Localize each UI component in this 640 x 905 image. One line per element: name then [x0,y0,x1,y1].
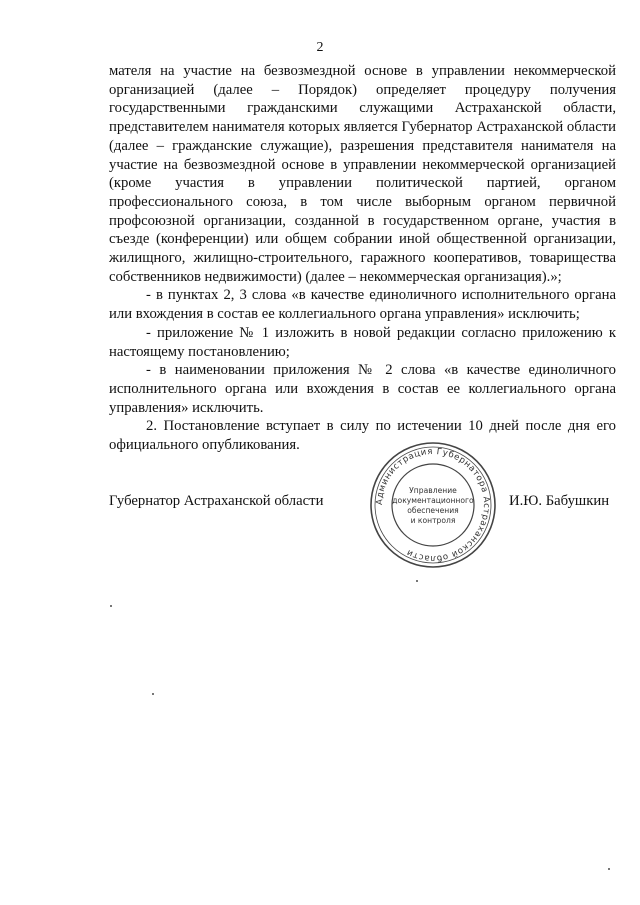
scan-speck [152,693,154,695]
seal-center-line-3: обеспечения [407,506,459,515]
paragraph-item-points: - в пунктах 2, 3 слова «в качестве единоличного исполнительного органа или вхождения в состав ее коллегиального органа управления» исключить; [109,287,616,323]
scan-speck [110,605,112,607]
paragraph-item-appendix-2: - в наименовании приложения № 2 слова «в качестве единоличного исполнительного органа или вхождения в состав ее коллегиального органа управления» исключить. [109,362,616,416]
page-number: 2 [316,40,324,55]
paragraph-item-appendix-1: - приложение № 1 изложить в новой редакции согласно приложению к настоящему постановлению; [109,324,616,360]
document-body [109,62,616,455]
scan-speck [608,868,610,870]
signatory-name: И.Ю. Бабушкин [509,493,610,509]
signature-block [109,493,616,513]
seal-center-line-1: Управление [409,486,457,495]
scan-speck [416,580,418,582]
seal-ring-text: Администрация Губернатора Астраханской области [374,446,492,564]
seal-center-line-4: и контроля [410,516,456,525]
paragraph-effective-date: 2. Постановление вступает в силу по истечении 10 дней после дня его официального опубликования. [109,418,616,454]
seal-center-line-2: документационного [392,496,474,505]
seal-graphic [368,440,498,570]
paragraph-continuation: мателя на участие на безвозмездной основе в управлении некоммерческой организацией (далее – Порядок) определяет процедуру получения государственными гражданскими служащими Астраханской области, представителем нанимателя которых является Губернатор Астраханской области (далее – гражданские служащие), разрешения представителя нанимателя на участие на безвозмездной основе в управлении некоммерческой организацией (кроме участия в управлении политической партией, органом профессионального союза, в том числе выборным органом первичной профсоюзной организации, созданной в государственном органе, участия в съезде (конференции) или общем собрании иной общественной организации, жилищного, жилищно-строительного, гаражного кооперативов, товарищества собственников недвижимости) (далее – некоммерческая организация).»; [109,63,616,285]
signatory-title: Губернатор Астраханской области [109,493,324,509]
official-seal-stamp [368,440,498,570]
